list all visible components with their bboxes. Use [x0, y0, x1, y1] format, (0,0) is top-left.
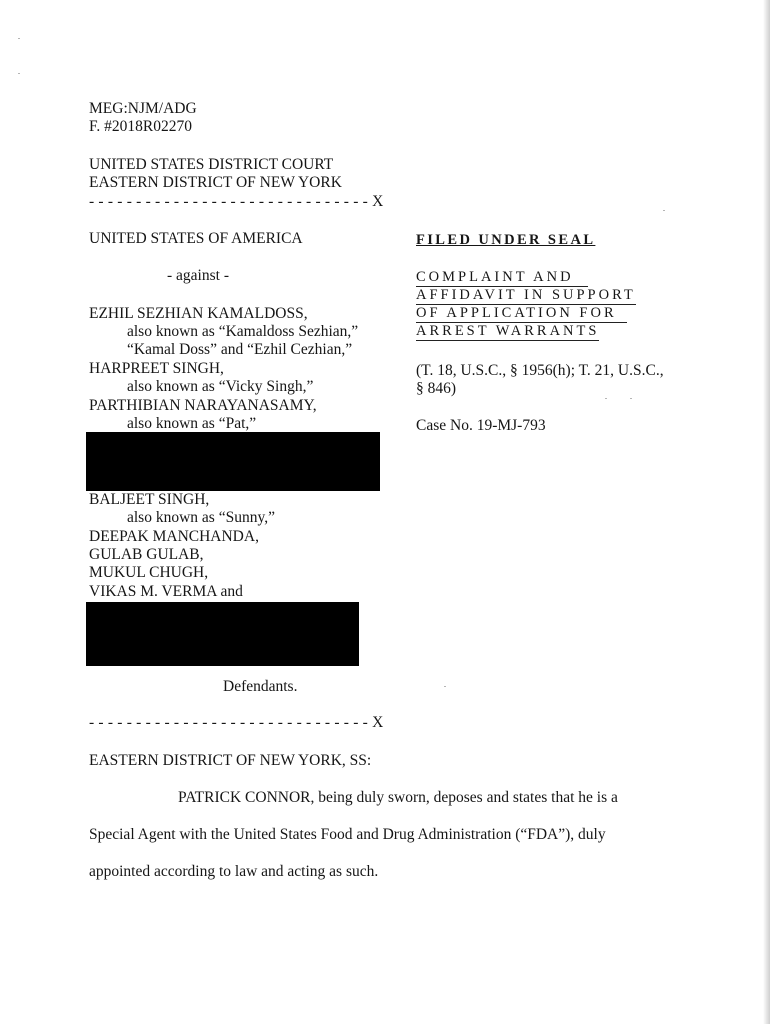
scan-speck — [605, 398, 607, 399]
affidavit-paragraph-line: PATRICK CONNOR, being duly sworn, deposes and states that he is a — [178, 789, 618, 806]
affidavit-paragraph-line: appointed according to law and acting as such. — [89, 863, 379, 880]
caption-divider-bottom: - - - - - - - - - - - - - - - - - - - - - - - - - - - - - - X — [89, 714, 384, 731]
document-title-line: COMPLAINT AND — [416, 268, 588, 287]
statute-citation: § 846) — [416, 380, 457, 397]
defendant-alias: also known as “Pat,” — [127, 415, 257, 432]
scan-speck — [630, 398, 632, 399]
document-title-line: ARREST WARRANTS — [416, 323, 600, 339]
redaction-block — [86, 432, 380, 491]
scan-speck — [444, 686, 446, 687]
redaction-block — [86, 602, 359, 666]
caption-divider-top: - - - - - - - - - - - - - - - - - - - - - - - - - - - - - - X — [89, 193, 384, 210]
court-district: EASTERN DISTRICT OF NEW YORK — [89, 174, 342, 191]
document-title-line: AFFIDAVIT IN SUPPORT — [416, 287, 636, 303]
defendant-alias: also known as “Sunny,” — [127, 509, 275, 526]
case-number: Case No. 19-MJ-793 — [416, 417, 546, 434]
plaintiff: UNITED STATES OF AMERICA — [89, 230, 303, 247]
defendant-name: VIKAS M. VERMA and — [89, 583, 243, 600]
against-label: - against - — [167, 267, 229, 284]
defendant-name: GULAB GULAB, — [89, 546, 204, 563]
defendant-name: BALJEET SINGH, — [89, 491, 210, 508]
affidavit-paragraph-line: Special Agent with the United States Food and Drug Administration (“FDA”), duly — [89, 826, 606, 843]
defendant-alias: “Kamal Doss” and “Ezhil Cezhian,” — [127, 341, 353, 358]
court-name: UNITED STATES DISTRICT COURT — [89, 156, 334, 173]
file-number: F. #2018R02270 — [89, 118, 192, 135]
scan-speck — [18, 38, 20, 39]
scan-speck — [18, 73, 20, 74]
defendant-name: HARPREET SINGH, — [89, 360, 224, 377]
filed-under-seal: FILED UNDER SEAL — [416, 232, 596, 248]
document-title-line: OF APPLICATION FOR — [416, 304, 627, 323]
defendant-alias: also known as “Kamaldoss Sezhian,” — [127, 323, 359, 340]
defendant-alias: also known as “Vicky Singh,” — [127, 378, 314, 395]
statute-citation: (T. 18, U.S.C., § 1956(h); T. 21, U.S.C., — [416, 362, 664, 379]
defendants-label: Defendants. — [223, 678, 298, 695]
defendant-name: PARTHIBIAN NARAYANASAMY, — [89, 397, 317, 414]
defendant-name: DEEPAK MANCHANDA, — [89, 528, 259, 545]
defendant-name: MUKUL CHUGH, — [89, 564, 209, 581]
scan-speck — [663, 210, 665, 211]
venue-line: EASTERN DISTRICT OF NEW YORK, SS: — [89, 752, 372, 769]
defendant-name: EZHIL SEZHIAN KAMALDOSS, — [89, 305, 308, 322]
reference-initials: MEG:NJM/ADG — [89, 100, 197, 117]
scan-edge — [763, 0, 770, 1024]
